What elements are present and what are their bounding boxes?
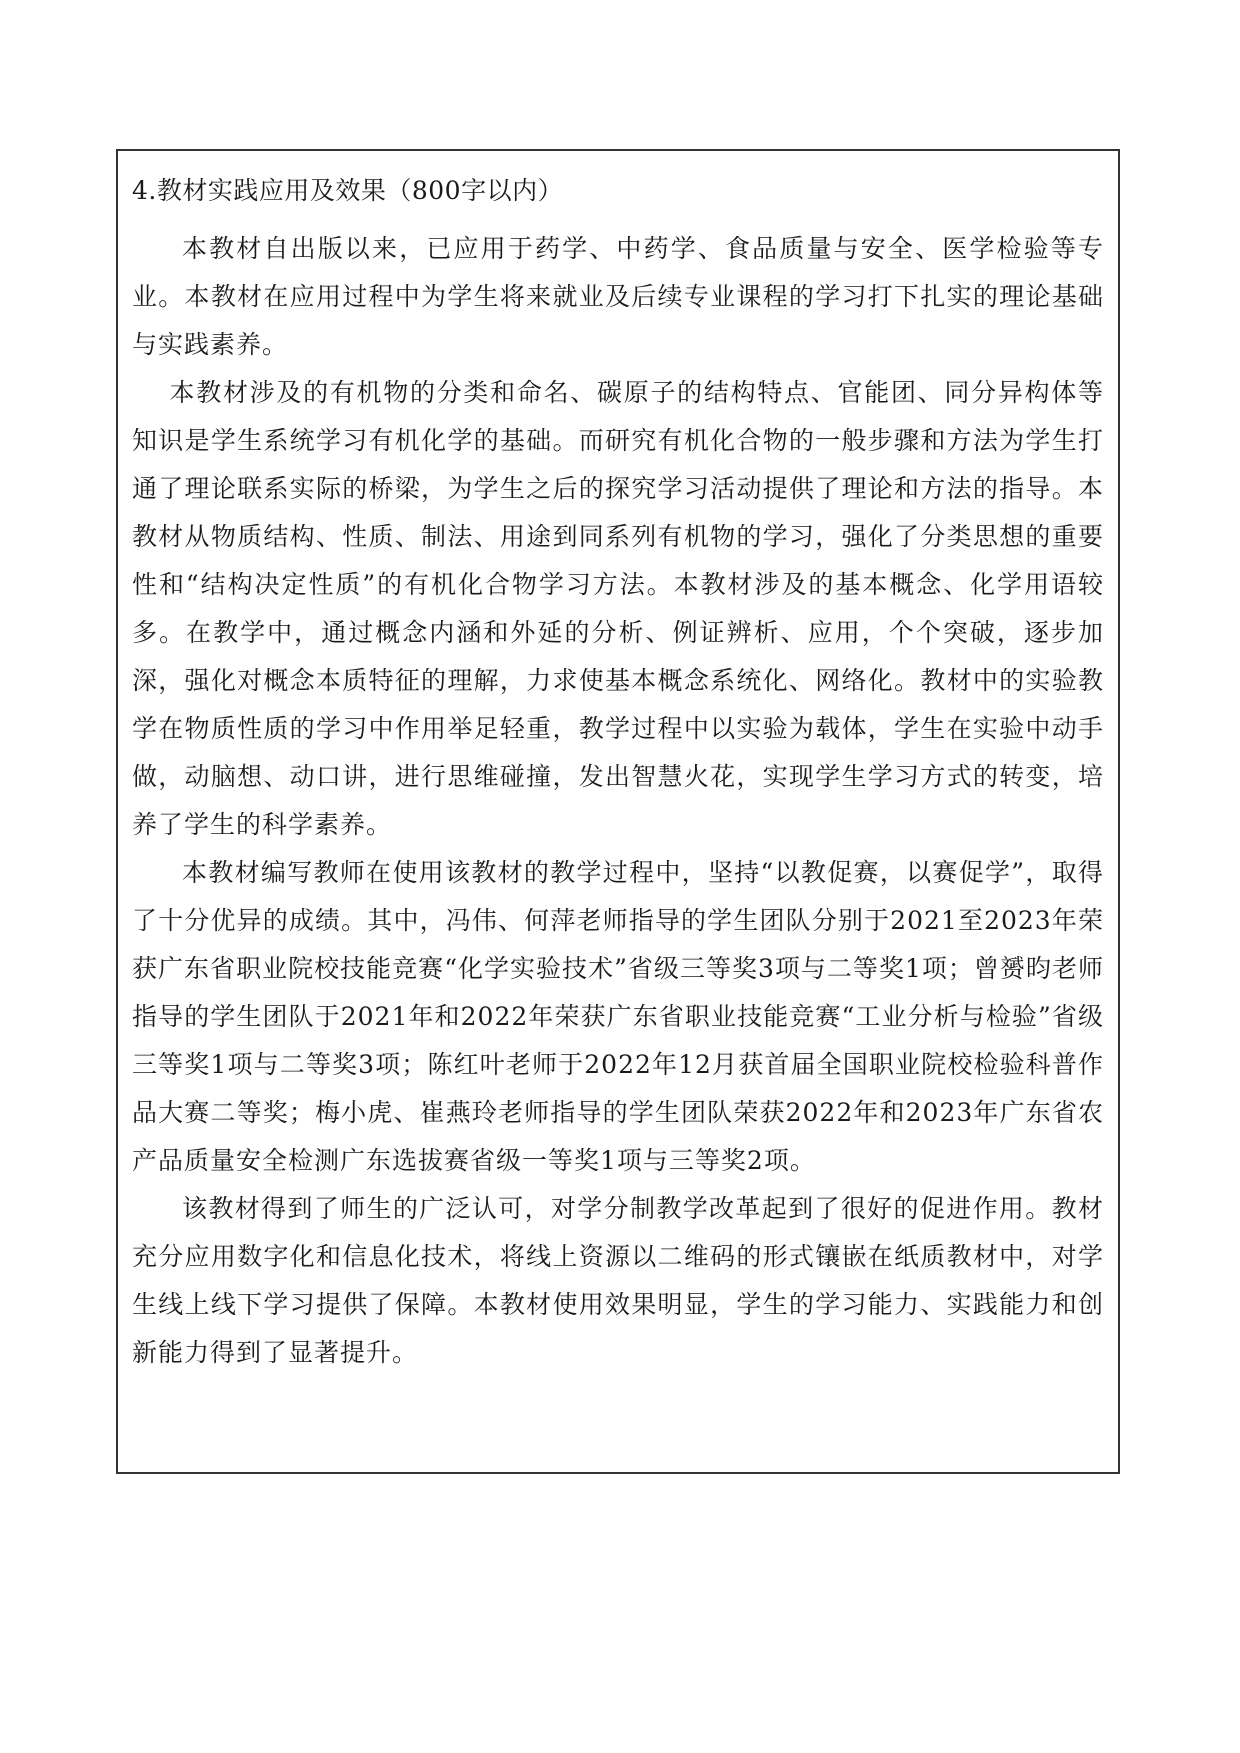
paragraph-overall-effect: 该教材得到了师生的广泛认可，对学分制教学改革起到了很好的促进作用。教材充分应用数字化和信息化技术，将线上资源以二维码的形式镶嵌在纸质教材中，对学生线上线下学习提供了保障。本教材使用效果明显，学生的学习能力、实践能力和创新能力得到了显著提升。 xyxy=(132,1194,1104,1367)
paragraph-application-scope: 本教材自出版以来，已应用于药学、中药学、食品质量与安全、医学检验等专业。本教材在应用过程中为学生将来就业及后续专业课程的学习打下扎实的理论基础与实践素养。 xyxy=(132,234,1104,359)
section-heading: 4.教材实践应用及效果（800字以内） xyxy=(132,176,564,205)
paragraph-competition-results: 本教材编写教师在使用该教材的教学过程中，坚持“以教促赛，以赛促学”，取得了十分优异的成绩。其中，冯伟、何萍老师指导的学生团队分别于2021至2023年荣获广东省职业院校技能竞赛“化学实验技术”省级三等奖3项与二等奖1项；曾赟昀老师指导的学生团队于2021年和2022年荣获广东省职业技能竞赛“工业分析与检验”省级三等奖1项与二等奖3项；陈红叶老师于2022年12月获首届全国职业院校检验科普作品大赛二等奖；梅小虎、崔燕玲老师指导的学生团队荣获2022年和2023年广东省农产品质量安全检测广东选拔赛省级一等奖1项与三等奖2项。 xyxy=(132,858,1104,1175)
paragraph-teaching-content: 本教材涉及的有机物的分类和命名、碳原子的结构特点、官能团、同分异构体等知识是学生系统学习有机化学的基础。而研究有机化合物的一般步骤和方法为学生打通了理论联系实际的桥梁，为学生之后的探究学习活动提供了理论和方法的指导。本教材从物质结构、性质、制法、用途到同系列有机物的学习，强化了分类思想的重要性和“结构决定性质”的有机化合物学习方法。本教材涉及的基本概念、化学用语较多。在教学中，通过概念内涵和外延的分析、例证辨析、应用，个个突破，逐步加深，强化对概念本质特征的理解，力求使基本概念系统化、网络化。教材中的实验教学在物质性质的学习中作用举足轻重，教学过程中以实验为载体，学生在实验中动手做，动脑想、动口讲，进行思维碰撞，发出智慧火花，实现学生学习方式的转变，培养了学生的科学素养。 xyxy=(132,378,1104,839)
form-section-box xyxy=(116,149,1120,1474)
